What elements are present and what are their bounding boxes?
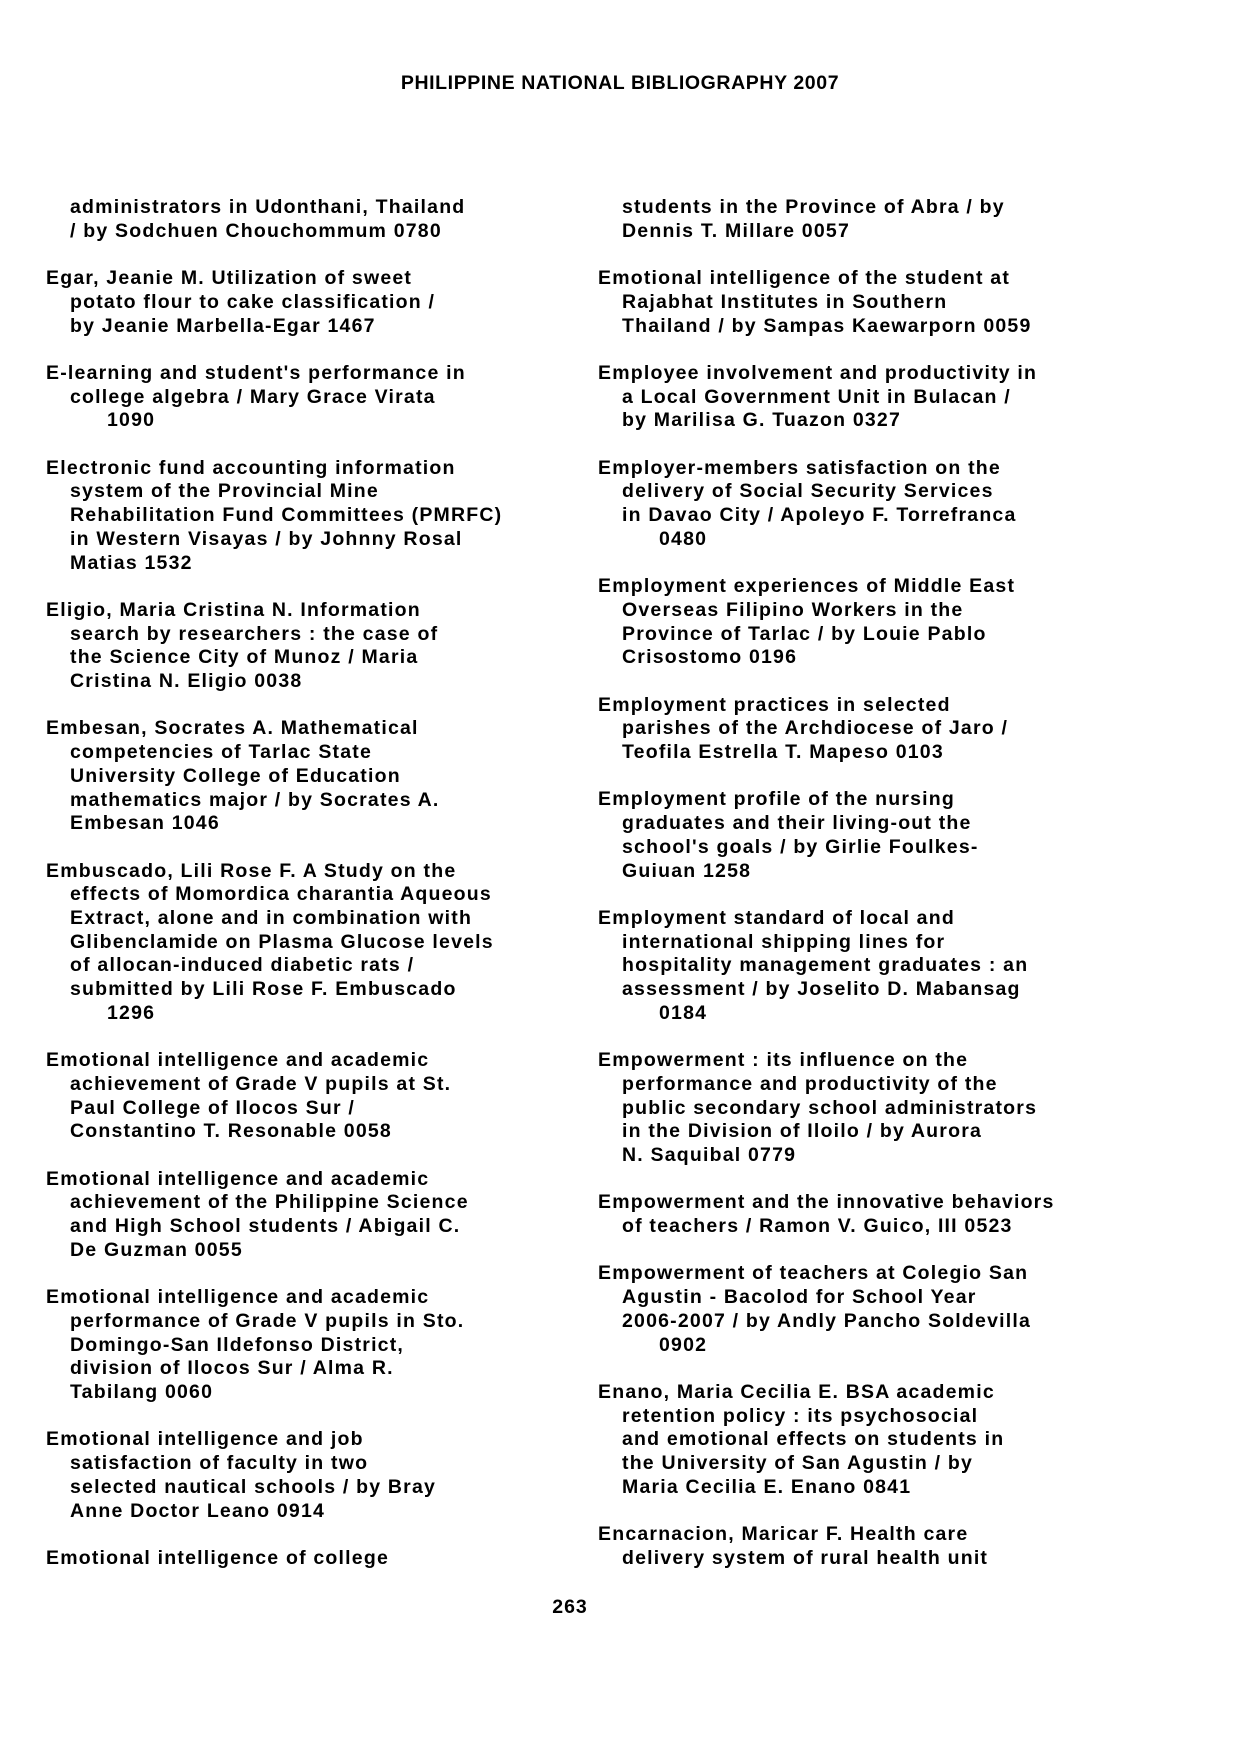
bibliography-entry (46, 1428, 606, 1523)
entry-line: system of the Provincial Mine (70, 480, 379, 503)
right-column (598, 196, 1158, 1594)
entry-line: 0184 (659, 1001, 708, 1024)
bibliography-entry (46, 1049, 606, 1144)
entry-line: Emotional intelligence and academic (46, 1286, 430, 1309)
entry-line: Anne Doctor Leano 0914 (70, 1499, 326, 1522)
page-number: 263 (552, 1596, 588, 1618)
entry-line: the University of San Agustin / by (622, 1452, 974, 1475)
entry-line: Egar, Jeanie M. Utilization of sweet (46, 267, 413, 290)
bibliography-entry (598, 1381, 1158, 1500)
entry-line: in Western Visayas / by Johnny Rosal (70, 527, 463, 550)
bibliography-entry (46, 1547, 606, 1571)
entry-line: achievement of Grade V pupils at St. (70, 1072, 452, 1095)
entry-line: public secondary school administrators (622, 1096, 1038, 1119)
entry-line: Overseas Filipino Workers in the (622, 598, 964, 621)
entry-line: competencies of Tarlac State (70, 741, 373, 764)
entry-line: Matias 1532 (70, 551, 193, 574)
entry-line: mathematics major / by Socrates A. (70, 788, 440, 811)
entry-line: by Jeanie Marbella-Egar 1467 (70, 314, 376, 337)
entry-line: delivery of Social Security Services (622, 480, 994, 503)
entry-line: 0902 (659, 1333, 708, 1356)
entry-line: Crisostomo 0196 (622, 646, 798, 669)
entry-line: De Guzman 0055 (70, 1238, 243, 1261)
bibliography-entry (598, 1523, 1158, 1570)
entry-line: Constantino T. Resonable 0058 (70, 1120, 392, 1143)
entry-line: parishes of the Archdiocese of Jaro / (622, 717, 1009, 740)
entry-line: Empowerment : its influence on the (598, 1049, 969, 1072)
entry-line: selected nautical schools / by Bray (70, 1475, 437, 1498)
entry-line: Empowerment and the innovative behaviors (598, 1191, 1055, 1214)
bibliography-entry (46, 362, 606, 433)
bibliography-entry (598, 196, 1158, 243)
entry-line: delivery system of rural health unit (622, 1546, 989, 1569)
bibliography-entry (46, 1286, 606, 1405)
entry-line: of teachers / Ramon V. Guico, III 0523 (622, 1215, 1013, 1238)
entry-line: Paul College of Ilocos Sur / (70, 1096, 355, 1119)
left-column (46, 196, 606, 1594)
entry-line: Province of Tarlac / by Louie Pablo (622, 622, 987, 645)
bibliography-entry (598, 1262, 1158, 1357)
page-header-title: PHILIPPINE NATIONAL BIBLIOGRAPHY 2007 (400, 72, 840, 94)
entry-line: Emotional intelligence of the student at (598, 267, 1011, 290)
entry-line: Employment standard of local and (598, 906, 955, 929)
entry-line: college algebra / Mary Grace Virata (70, 385, 436, 408)
entry-line: Emotional intelligence of college (46, 1546, 389, 1569)
entry-line: Dennis T. Millare 0057 (622, 219, 850, 242)
entry-line: N. Saquibal 0779 (622, 1144, 797, 1166)
bibliography-entry (46, 267, 606, 338)
entry-line: a Local Government Unit in Bulacan / (622, 385, 1011, 408)
entry-line: Empowerment of teachers at Colegio San (598, 1262, 1029, 1285)
entry-line: Guiuan 1258 (622, 859, 752, 882)
entry-line: Rajabhat Institutes in Southern (622, 290, 948, 313)
entry-line: satisfaction of faculty in two (70, 1452, 369, 1475)
entry-line: international shipping lines for (622, 930, 946, 953)
entry-line: Maria Cecilia E. Enano 0841 (622, 1475, 912, 1498)
entry-line: Emotional intelligence and academic (46, 1049, 430, 1072)
bibliography-entry (598, 907, 1158, 1026)
entry-line: Emotional intelligence and job (46, 1428, 364, 1451)
entry-line: search by researchers : the case of (70, 622, 439, 645)
entry-line: Employment experiences of Middle East (598, 575, 1016, 598)
entry-line: Glibenclamide on Plasma Glucose levels (70, 930, 494, 953)
entry-line: E-learning and student's performance in (46, 361, 466, 384)
entry-line: Embesan, Socrates A. Mathematical (46, 717, 419, 740)
entry-line: school's goals / by Girlie Foulkes- (622, 835, 979, 858)
entry-line: Domingo-San Ildefonso District, (70, 1333, 405, 1356)
entry-line: potato flour to cake classification / (70, 290, 436, 313)
entry-line: 1090 (107, 409, 156, 432)
entry-line: Teofila Estrella T. Mapeso 0103 (622, 741, 944, 764)
bibliography-entry (46, 860, 606, 1026)
entry-line: assessment / by Joselito D. Mabansag (622, 978, 1021, 1001)
bibliography-entry (598, 694, 1158, 765)
entry-line: administrators in Udonthani, Thailand (70, 196, 466, 218)
entry-line: in the Division of Iloilo / by Aurora (622, 1120, 983, 1143)
bibliography-entry (598, 457, 1158, 552)
entry-line: Employment practices in selected (598, 693, 951, 716)
entry-line: Cristina N. Eligio 0038 (70, 670, 303, 692)
entry-line: / by Sodchuen Chouchommum 0780 (70, 219, 442, 242)
entry-line: and High School students / Abigail C. (70, 1215, 461, 1238)
entry-line: Enano, Maria Cecilia E. BSA academic (598, 1380, 995, 1403)
bibliography-entry (598, 788, 1158, 883)
entry-line: Thailand / by Sampas Kaewarporn 0059 (622, 314, 1032, 337)
entry-line: by Marilisa G. Tuazon 0327 (622, 409, 902, 432)
entry-line: Emotional intelligence and academic (46, 1167, 430, 1190)
entry-line: performance of Grade V pupils in Sto. (70, 1309, 465, 1332)
bibliography-entry (598, 575, 1158, 670)
entry-line: submitted by Lili Rose F. Embuscado (70, 978, 457, 1001)
bibliography-entry (46, 1168, 606, 1263)
entry-line: division of Ilocos Sur / Alma R. (70, 1357, 394, 1380)
entry-line: students in the Province of Abra / by (622, 196, 1005, 218)
entry-line: 1296 (107, 1001, 156, 1024)
entry-line: Rehabilitation Fund Committees (PMRFC) (70, 504, 503, 527)
entry-line: graduates and their living-out the (622, 812, 972, 835)
entry-line: the Science City of Munoz / Maria (70, 646, 419, 669)
entry-line: Embuscado, Lili Rose F. A Study on the (46, 859, 457, 882)
entry-line: 0480 (659, 527, 708, 550)
entry-line: Employer-members satisfaction on the (598, 456, 1001, 479)
bibliography-entry (598, 1049, 1158, 1168)
bibliography-entry (598, 362, 1158, 433)
entry-line: University College of Education (70, 764, 401, 787)
entry-line: Eligio, Maria Cristina N. Information (46, 598, 421, 621)
entry-line: Agustin - Bacolod for School Year (622, 1286, 977, 1309)
entry-line: and emotional effects on students in (622, 1428, 1005, 1451)
entry-line: hospitality management graduates : an (622, 954, 1029, 977)
entry-line: Encarnacion, Maricar F. Health care (598, 1523, 969, 1546)
bibliography-entry (598, 267, 1158, 338)
bibliography-entry (46, 717, 606, 836)
entry-line: 2006-2007 / by Andly Pancho Soldevilla (622, 1309, 1032, 1332)
bibliography-entry (46, 196, 606, 243)
entry-line: of allocan-induced diabetic rats / (70, 954, 415, 977)
entry-line: performance and productivity of the (622, 1072, 998, 1095)
entry-line: Tabilang 0060 (70, 1381, 214, 1404)
entry-line: Extract, alone and in combination with (70, 907, 473, 929)
entry-line: Employee involvement and productivity in (598, 361, 1038, 384)
bibliography-entry (46, 599, 606, 694)
entry-line: Employment profile of the nursing (598, 788, 956, 811)
entry-line: retention policy : its psychosocial (622, 1404, 979, 1427)
entry-line: Electronic fund accounting information (46, 456, 456, 479)
bibliography-entry (46, 457, 606, 576)
entry-line: effects of Momordica charantia Aqueous (70, 883, 492, 906)
bibliography-entry (598, 1191, 1158, 1238)
entry-line: achievement of the Philippine Science (70, 1191, 469, 1214)
entry-line: in Davao City / Apoleyo F. Torrefranca (622, 504, 1017, 527)
entry-line: Embesan 1046 (70, 812, 220, 835)
